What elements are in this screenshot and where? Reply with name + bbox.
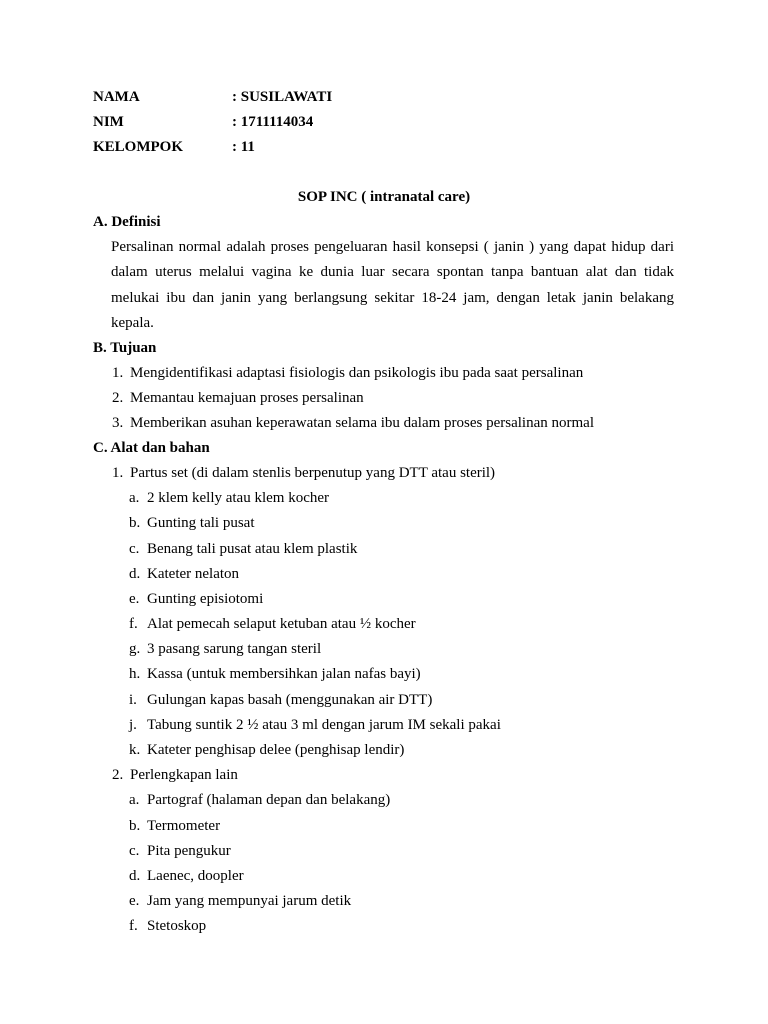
name-value: : SUSILAWATI <box>232 89 333 105</box>
section-heading-definisi: A. Definisi <box>93 214 161 230</box>
alat-item-text: Kateter penghisap delee (penghisap lendir) <box>147 742 405 758</box>
alat-item-marker: d. <box>129 566 141 582</box>
document-title: SOP INC ( intranatal care) <box>297 189 471 205</box>
section-heading-alat: C. Alat dan bahan <box>93 440 210 456</box>
alat-item-text: Kateter nelaton <box>147 566 240 582</box>
nim-value: : 1711114034 <box>232 114 314 130</box>
alat-item-marker: c. <box>129 843 140 859</box>
alat-item-text: 3 pasang sarung tangan steril <box>147 641 322 657</box>
alat-item-marker: j. <box>129 717 137 733</box>
name-label: NAMA <box>93 89 140 105</box>
alat-item-marker: b. <box>129 515 141 531</box>
nim-label: NIM <box>93 114 124 130</box>
kelompok-label: KELOMPOK <box>93 139 183 155</box>
alat-item-marker: k. <box>129 742 141 758</box>
alat-item-marker: a. <box>129 792 140 808</box>
alat-item-text: Gunting tali pusat <box>147 515 255 531</box>
alat-item-text: Benang tali pusat atau klem plastik <box>147 541 358 557</box>
alat-item-marker: e. <box>129 893 140 909</box>
alat-item-text: Termometer <box>147 818 221 834</box>
tujuan-item-marker: 2. <box>112 390 124 406</box>
kelompok-value: : 11 <box>232 139 255 155</box>
alat-item-marker: f. <box>129 918 138 934</box>
alat-item-marker: i. <box>129 692 137 708</box>
alat-group-marker: 1. <box>112 465 124 481</box>
alat-item-text: Stetoskop <box>147 918 207 934</box>
alat-item-marker: b. <box>129 818 141 834</box>
alat-item-marker: e. <box>129 591 140 607</box>
alat-item-text: Gulungan kapas basah (menggunakan air DTT) <box>147 692 433 708</box>
alat-group-title: Partus set (di dalam stenlis berpenutup yang DTT atau steril) <box>130 465 496 481</box>
alat-item-text: Pita pengukur <box>147 843 231 859</box>
alat-item-text: Gunting episiotomi <box>147 591 264 607</box>
alat-item-text: Laenec, doopler <box>147 868 244 884</box>
tujuan-item-text: Memantau kemajuan proses persalinan <box>130 390 364 406</box>
alat-group-marker: 2. <box>112 767 124 783</box>
tujuan-item-marker: 3. <box>112 415 124 431</box>
alat-item-text: Kassa (untuk membersihkan jalan nafas bayi) <box>147 666 421 682</box>
alat-item-text: Partograf (halaman depan dan belakang) <box>147 792 391 808</box>
alat-item-marker: a. <box>129 490 140 506</box>
alat-group-title: Perlengkapan lain <box>130 767 238 783</box>
alat-item-marker: f. <box>129 616 138 632</box>
alat-item-marker: d. <box>129 868 141 884</box>
alat-item-marker: g. <box>129 641 141 657</box>
tujuan-item-marker: 1. <box>112 365 124 381</box>
alat-item-text: 2 klem kelly atau klem kocher <box>147 490 330 506</box>
alat-item-marker: c. <box>129 541 140 557</box>
definisi-paragraph: Persalinan normal adalah proses pengeluaran hasil konsepsi ( janin ) yang dapat hidup dari dalam uterus melalui vagina ke dunia luar secara spontan tanpa bantuan alat dan tidak melukai ibu dan janin yang berlangsung sekitar 18-24 jam, dengan letak janin belakang kepala. <box>111 239 674 331</box>
alat-item-text: Tabung suntik 2 ½ atau 3 ml dengan jarum IM sekali pakai <box>147 717 501 733</box>
tujuan-item-text: Mengidentifikasi adaptasi fisiologis dan psikologis ibu pada saat persalinan <box>130 365 584 381</box>
alat-item-marker: h. <box>129 666 141 682</box>
tujuan-item-text: Memberikan asuhan keperawatan selama ibu dalam proses persalinan normal <box>130 415 594 431</box>
section-heading-tujuan: B. Tujuan <box>93 340 157 356</box>
alat-item-text: Alat pemecah selaput ketuban atau ½ kocher <box>147 616 416 632</box>
alat-item-text: Jam yang mempunyai jarum detik <box>147 893 352 909</box>
